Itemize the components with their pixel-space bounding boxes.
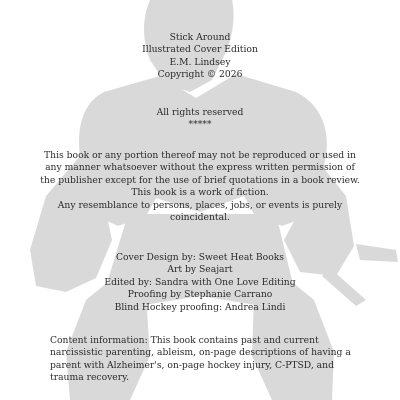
copyright-line: Copyright © 2026 — [157, 69, 243, 81]
credit-line: Proofing by Stephanie Carrano — [127, 289, 273, 301]
legal-paragraph: This book or any portion thereof may not be reproduced or used in any manner whatsoever without the express written permission of the publisher except for the use of brief quotations in a book review. This book is a work of fiction. — [40, 150, 360, 199]
title-block — [0, 32, 400, 82]
credit-line: Art by Seajart — [167, 264, 233, 276]
credit-line: Cover Design by: Sweet Heat Books — [115, 252, 285, 263]
rights-statement: All rights reserved — [156, 107, 244, 118]
edition-line: Illustrated Cover Edition — [142, 44, 258, 56]
fiction-disclaimer: Any resemblance to persons, places, jobs, or events is purely coincidental. — [57, 199, 343, 224]
credit-line: Blind Hockey proofing: Andrea Lindi — [114, 301, 286, 313]
rights-block — [0, 107, 400, 132]
author-name: E.M. Lindsey — [169, 56, 231, 68]
legal-block — [38, 150, 362, 224]
book-title: Stick Around — [169, 32, 231, 43]
credits-block — [0, 252, 400, 314]
credit-line: Edited by: Sandra with One Love Editing — [104, 276, 296, 288]
content-information: Content information: This book contains past and current narcissistic parenting, ableism, on-page descriptions of having a parent with Alzheimer's, on-page hockey injury, C-PTSD, and trauma recovery. — [50, 335, 351, 384]
separator: ***** — [188, 119, 212, 131]
